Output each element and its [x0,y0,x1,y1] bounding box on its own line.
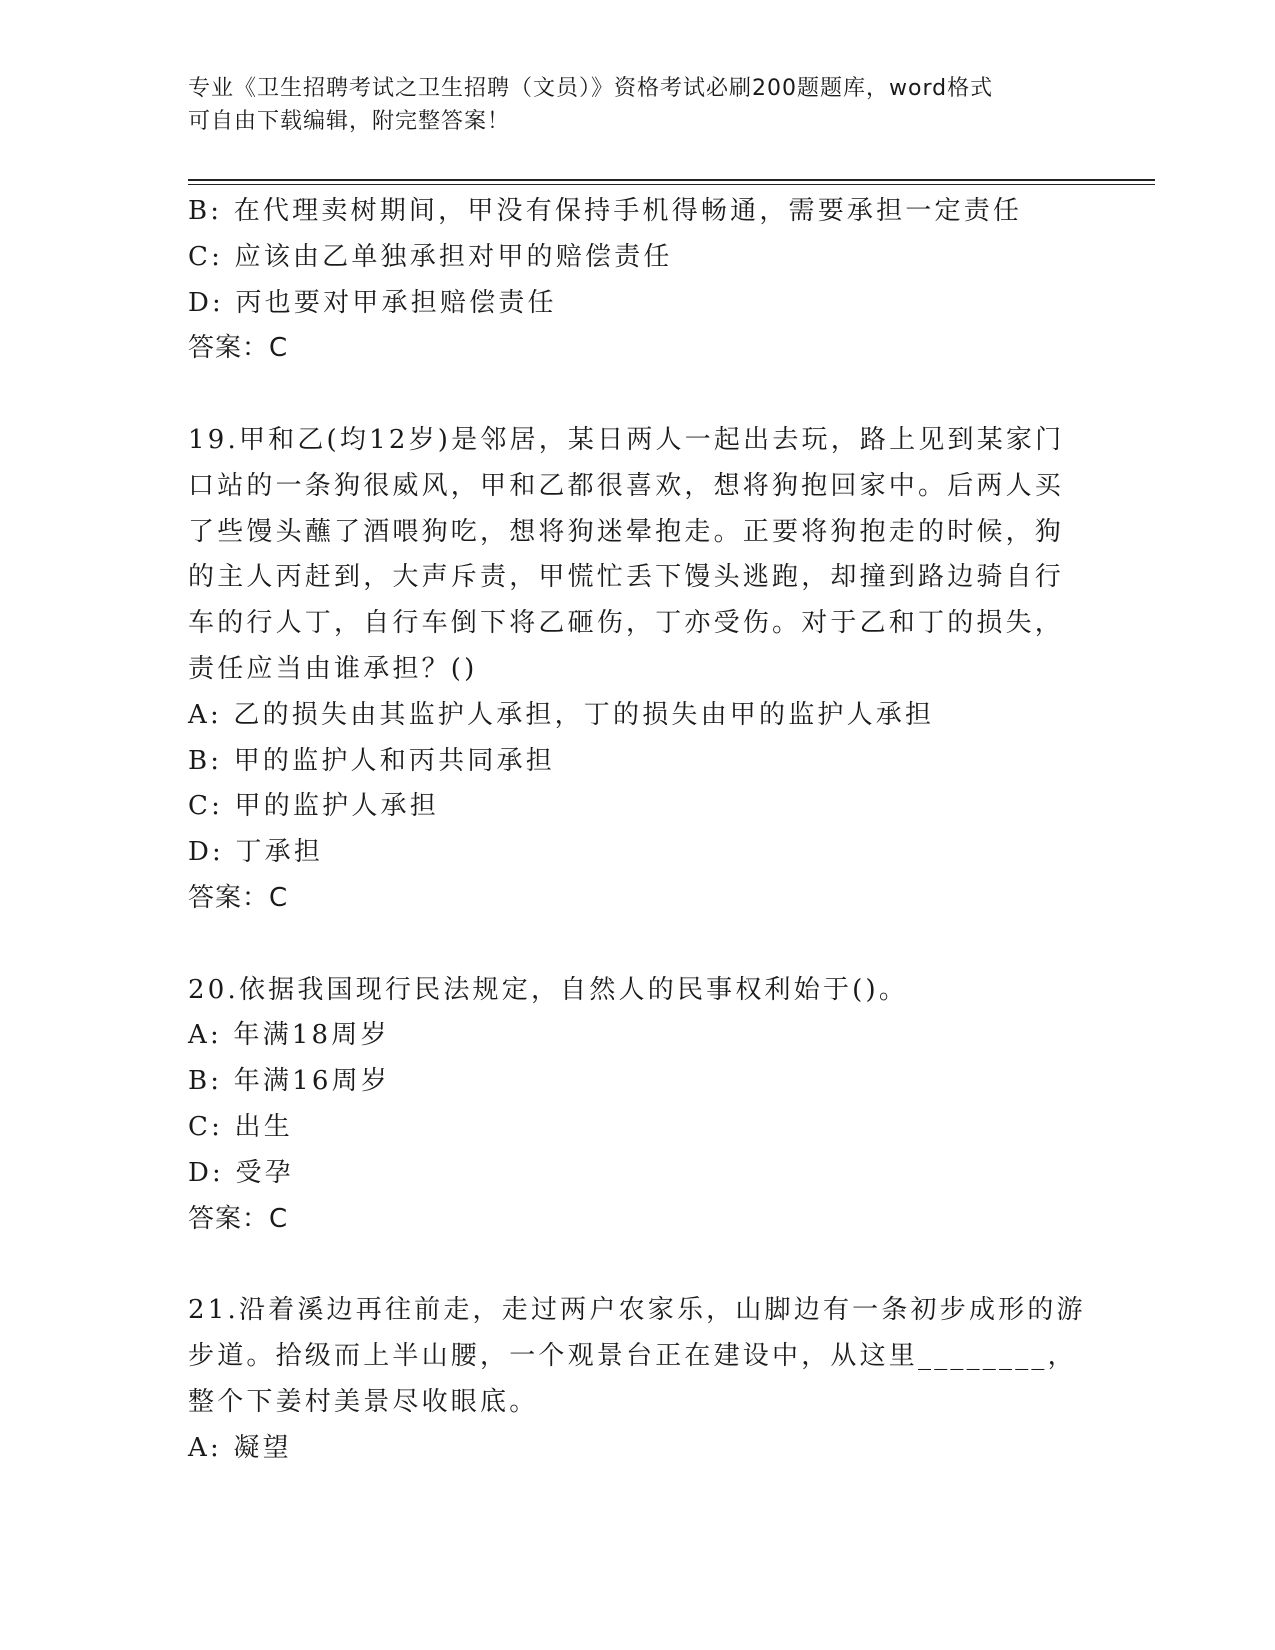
option-c: C: 出生 [188,1111,293,1142]
question-stem-line: 口站的一条狗很威风，甲和乙都很喜欢，想将狗抱回家中。后两人买 [188,470,1065,501]
page-header [188,72,1068,138]
question-18-tail [188,189,1088,372]
option-d: D: 丁承担 [188,837,324,868]
header-divider-thin [188,184,1155,185]
header-line-1: 专业《卫生招聘考试之卫生招聘（文员）》资格考试必刷200题题库，word格式 [188,76,994,101]
option-b: B: 在代理卖树期间，甲没有保持手机得畅通，需要承担一定责任 [188,196,1023,226]
option-b: B: 甲的监护人和丙共同承担 [188,745,555,776]
option-d: D: 受孕 [188,1157,294,1188]
document-body [188,189,1088,1471]
option-a: A: 年满18周岁 [188,1020,390,1051]
question-stem-line: 整个下姜村美景尽收眼底。 [188,1386,539,1417]
question-stem-line: 了些馒头蘸了酒喂狗吃，想将狗迷晕抱走。正要将狗抱走的时候，狗 [188,516,1065,547]
option-b: B: 年满16周岁 [188,1066,391,1097]
question-21 [188,1288,1088,1471]
question-stem-line: 19.甲和乙(均12岁)是邻居，某日两人一起出去玩，路上见到某家门 [188,424,1065,455]
spacer [188,1242,1088,1288]
question-stem-line: 21.沿着溪边再往前走，走过两户农家乐，山脚边有一条初步成形的游 [188,1295,1086,1326]
question-stem-line: 责任应当由谁承担？() [188,653,478,684]
question-stem-line: 步道。拾级而上半山腰，一个观景台正在建设中，从这里________， [188,1340,1077,1371]
question-stem-line: 车的行人丁，自行车倒下将乙砸伤，丁亦受伤。对于乙和丁的损失， [188,608,1065,639]
question-19 [188,418,1088,922]
answer-line: 答案：C [188,333,289,364]
spacer [188,922,1088,968]
answer-line: 答案：C [188,1203,289,1234]
answer-line: 答案：C [188,882,289,913]
spacer [188,372,1088,418]
header-divider-thick [188,179,1155,181]
question-stem-line: 的主人丙赶到，大声斥责，甲慌忙丢下馒头逃跑，却撞到路边骑自行 [188,562,1065,593]
option-a: A: 凝望 [188,1432,292,1463]
question-stem-line: 20.依据我国现行民法规定，自然人的民事权利始于()。 [188,974,909,1005]
option-a: A: 乙的损失由其监护人承担，丁的损失由甲的监护人承担 [188,699,935,730]
option-c: C: 甲的监护人承担 [188,791,439,822]
option-c: C: 应该由乙单独承担对甲的赔偿责任 [188,241,673,272]
header-line-2: 可自由下载编辑，附完整答案！ [188,109,511,134]
question-20 [188,968,1088,1243]
option-d: D: 丙也要对甲承担赔偿责任 [188,287,557,318]
